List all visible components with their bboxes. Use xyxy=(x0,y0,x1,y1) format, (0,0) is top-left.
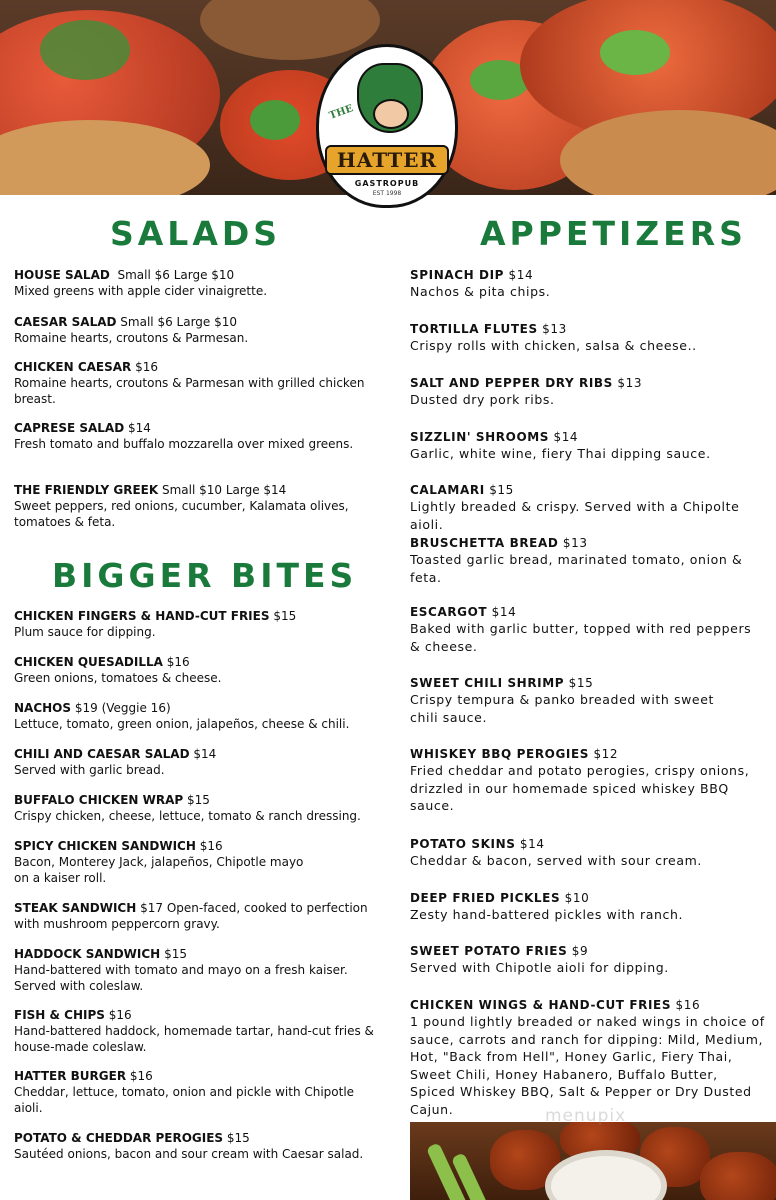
menu-item: POTATO SKINS $14 Cheddar & bacon, served with sour cream. xyxy=(410,837,702,868)
heading-salads: SALADS xyxy=(110,214,282,253)
menu-item: POTATO & CHEDDAR PEROGIES $15 Sautéed onions, bacon and sour cream with Caesar salad. xyxy=(14,1131,364,1161)
menu-item: TORTILLA FLUTES $13 Crispy rolls with chicken, salsa & cheese.. xyxy=(410,322,697,353)
menu-item: SPINACH DIP $14 Nachos & pita chips. xyxy=(410,268,551,299)
menu-item: CHICKEN CAESAR $16 Romaine hearts, croutons & Parmesan with grilled chicken breast. xyxy=(14,360,365,406)
menu-item: DEEP FRIED PICKLES $10 Zesty hand-battered pickles with ranch. xyxy=(410,891,684,922)
menu-item: BUFFALO CHICKEN WRAP $15 Crispy chicken, cheese, lettuce, tomato & ranch dressing. xyxy=(14,793,361,823)
menu-item: SWEET POTATO FRIES $9 Served with Chipotle aioli for dipping. xyxy=(410,944,669,975)
menu-item: SPICY CHICKEN SANDWICH $16 Bacon, Monterey Jack, jalapeños, Chipotle mayo on a kaiser roll. xyxy=(14,839,304,885)
logo-brand: HATTER xyxy=(325,145,449,175)
menu-item: HOUSE SALAD Small $6 Large $10 Mixed greens with apple cider vinaigrette. xyxy=(14,268,268,298)
menu-item: CAPRESE SALAD $14 Fresh tomato and buffalo mozzarella over mixed greens. xyxy=(14,421,354,451)
menu-item: FISH & CHIPS $16 Hand-battered haddock, homemade tartar, hand-cut fries & house-made coleslaw. xyxy=(14,1008,374,1054)
hatter-logo xyxy=(316,44,458,208)
logo-subtitle: GASTROPUB xyxy=(354,179,420,188)
menu-item: HATTER BURGER $16 Cheddar, lettuce, tomato, onion and pickle with Chipotle aioli. xyxy=(14,1069,355,1115)
menu-item: CALAMARI $15 Lightly breaded & crispy. Served with a Chipolte aioli. xyxy=(410,483,740,532)
menu-item: WHISKEY BBQ PEROGIES $12 Fried cheddar and potato perogies, crispy onions, drizzled in our homemade spiced whiskey BBQ sauce. xyxy=(410,747,750,813)
menu-item: CHICKEN WINGS & HAND-CUT FRIES $16 1 pound lightly breaded or naked wings in choice of sauce, carrots and ranch for dipping: Mild, Medium, Hot, "Back from Hell", Honey Garlic, Fiery Thai, Sweet Chili, Honey Habanero, Buffalo Butter, Spiced Whiskey BBQ, Salt & Pepper or Dry Dusted Cajun. xyxy=(410,998,765,1117)
menu-item: CHICKEN QUESADILLA $16 Green onions, tomatoes & cheese. xyxy=(14,655,222,685)
menu-item: THE FRIENDLY GREEK Small $10 Large $14 Sweet peppers, red onions, cucumber, Kalamata olives, tomatoes & feta. xyxy=(14,483,349,529)
watermark: menupix xyxy=(545,1106,627,1126)
heading-bigger-bites: BIGGER BITES xyxy=(52,556,358,595)
menu-item: NACHOS $19 (Veggie 16) Lettuce, tomato, green onion, jalapeños, cheese & chili. xyxy=(14,701,350,731)
logo-established: EST 1998 xyxy=(372,190,402,197)
menu-item: SWEET CHILI SHRIMP $15 Crispy tempura & panko breaded with sweet chili sauce. xyxy=(410,676,715,725)
menu-item: ESCARGOT $14 Baked with garlic butter, topped with red peppers & cheese. xyxy=(410,605,752,654)
logo-the: THE xyxy=(327,103,355,122)
menu-item: SALT AND PEPPER DRY RIBS $13 Dusted dry pork ribs. xyxy=(410,376,643,407)
menu-item: CHICKEN FINGERS & HAND-CUT FRIES $15 Plum sauce for dipping. xyxy=(14,609,297,639)
menu-item: SIZZLIN' SHROOMS $14 Garlic, white wine, fiery Thai dipping sauce. xyxy=(410,430,711,461)
menu-item: BRUSCHETTA BREAD $13 Toasted garlic bread, marinated tomato, onion & feta. xyxy=(410,536,743,585)
heading-appetizers: APPETIZERS xyxy=(480,214,747,253)
menu-item: CHILI AND CAESAR SALAD $14 Served with garlic bread. xyxy=(14,747,217,777)
chicken-wings-photo xyxy=(410,1122,776,1200)
leprechaun-icon xyxy=(357,63,423,133)
menu-item: STEAK SANDWICH $17 Open-faced, cooked to perfection with mushroom peppercorn gravy. xyxy=(14,901,368,931)
menu-item: HADDOCK SANDWICH $15 Hand-battered with tomato and mayo on a fresh kaiser. Served with coleslaw. xyxy=(14,947,348,993)
menu-item: CAESAR SALAD Small $6 Large $10 Romaine hearts, croutons & Parmesan. xyxy=(14,315,249,345)
